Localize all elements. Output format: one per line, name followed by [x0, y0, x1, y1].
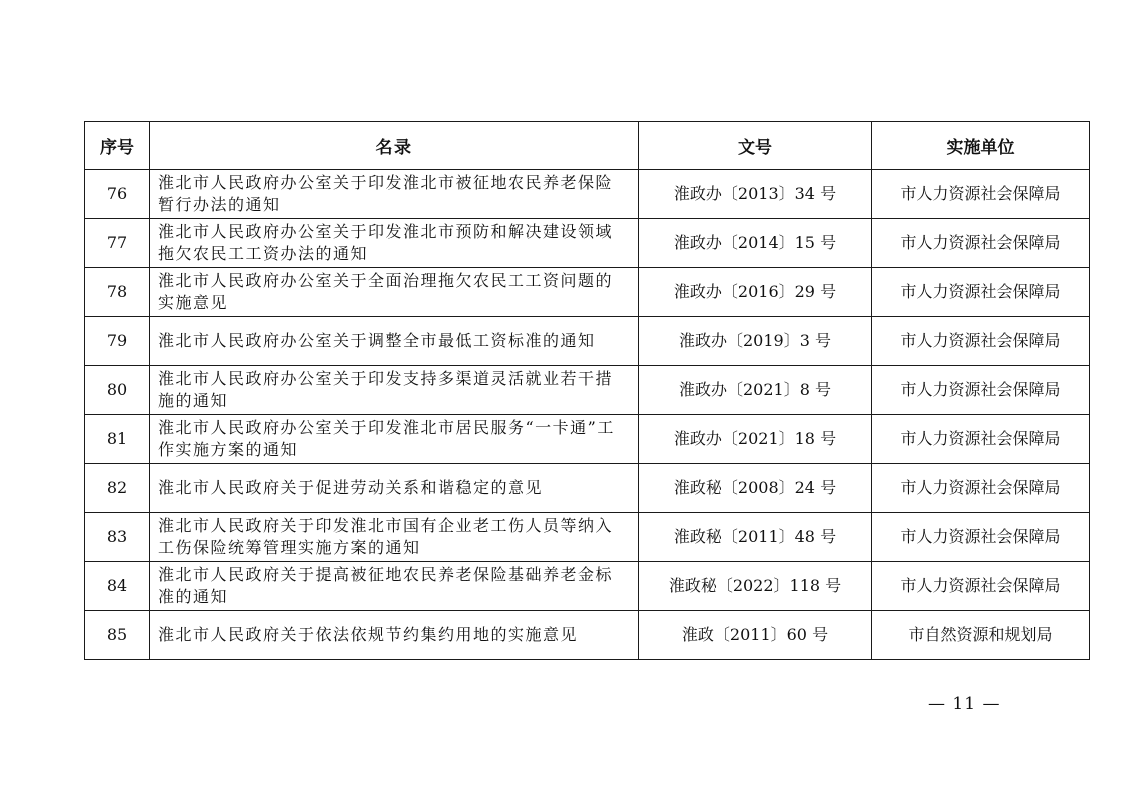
table-row [85, 464, 1090, 513]
row-implementing-unit: 市自然资源和规划局 [872, 611, 1090, 660]
row-implementing-unit: 市人力资源社会保障局 [872, 415, 1090, 464]
table-row [85, 268, 1090, 317]
table-row [85, 562, 1090, 611]
row-document-name: 淮北市人民政府办公室关于印发淮北市预防和解决建设领域拖欠农民工工资办法的通知 [150, 219, 639, 268]
table-row [85, 415, 1090, 464]
row-document-number: 淮政秘〔2022〕118 号 [639, 562, 872, 611]
row-document-number: 淮政办〔2021〕8 号 [639, 366, 872, 415]
header-serial-number: 序号 [85, 122, 150, 170]
row-document-number: 淮政办〔2019〕3 号 [639, 317, 872, 366]
table-row [85, 317, 1090, 366]
row-document-name: 淮北市人民政府关于依法依规节约集约用地的实施意见 [150, 611, 639, 660]
header-document-number: 文号 [639, 122, 872, 170]
row-serial-number: 82 [85, 464, 150, 513]
table-row [85, 219, 1090, 268]
row-implementing-unit: 市人力资源社会保障局 [872, 268, 1090, 317]
row-implementing-unit: 市人力资源社会保障局 [872, 170, 1090, 219]
row-serial-number: 76 [85, 170, 150, 219]
row-document-number: 淮政办〔2016〕29 号 [639, 268, 872, 317]
header-document-name: 名录 [150, 122, 639, 170]
policy-list-table [84, 121, 1090, 660]
table-row [85, 366, 1090, 415]
row-document-number: 淮政秘〔2008〕24 号 [639, 464, 872, 513]
row-implementing-unit: 市人力资源社会保障局 [872, 219, 1090, 268]
row-document-name: 淮北市人民政府办公室关于印发淮北市被征地农民养老保险暂行办法的通知 [150, 170, 639, 219]
row-implementing-unit: 市人力资源社会保障局 [872, 562, 1090, 611]
row-document-name: 淮北市人民政府办公室关于全面治理拖欠农民工工资问题的实施意见 [150, 268, 639, 317]
row-serial-number: 78 [85, 268, 150, 317]
row-implementing-unit: 市人力资源社会保障局 [872, 317, 1090, 366]
table-row [85, 611, 1090, 660]
row-serial-number: 83 [85, 513, 150, 562]
row-serial-number: 81 [85, 415, 150, 464]
header-implementing-unit: 实施单位 [872, 122, 1090, 170]
row-document-name: 淮北市人民政府关于印发淮北市国有企业老工伤人员等纳入工伤保险统筹管理实施方案的通知 [150, 513, 639, 562]
row-serial-number: 79 [85, 317, 150, 366]
table-row [85, 513, 1090, 562]
row-document-name: 淮北市人民政府办公室关于印发淮北市居民服务“一卡通”工作实施方案的通知 [150, 415, 639, 464]
row-implementing-unit: 市人力资源社会保障局 [872, 366, 1090, 415]
row-serial-number: 84 [85, 562, 150, 611]
row-serial-number: 77 [85, 219, 150, 268]
row-document-number: 淮政办〔2021〕18 号 [639, 415, 872, 464]
table-row [85, 170, 1090, 219]
row-document-number: 淮政办〔2013〕34 号 [639, 170, 872, 219]
row-serial-number: 85 [85, 611, 150, 660]
row-document-number: 淮政办〔2014〕15 号 [639, 219, 872, 268]
row-document-number: 淮政秘〔2011〕48 号 [639, 513, 872, 562]
row-serial-number: 80 [85, 366, 150, 415]
row-implementing-unit: 市人力资源社会保障局 [872, 464, 1090, 513]
page-number: — 11 — [928, 694, 1001, 714]
row-document-name: 淮北市人民政府办公室关于印发支持多渠道灵活就业若干措施的通知 [150, 366, 639, 415]
row-implementing-unit: 市人力资源社会保障局 [872, 513, 1090, 562]
row-document-name: 淮北市人民政府办公室关于调整全市最低工资标准的通知 [150, 317, 639, 366]
row-document-name: 淮北市人民政府关于促进劳动关系和谐稳定的意见 [150, 464, 639, 513]
row-document-name: 淮北市人民政府关于提高被征地农民养老保险基础养老金标准的通知 [150, 562, 639, 611]
table-header-row [85, 122, 1090, 170]
row-document-number: 淮政〔2011〕60 号 [639, 611, 872, 660]
